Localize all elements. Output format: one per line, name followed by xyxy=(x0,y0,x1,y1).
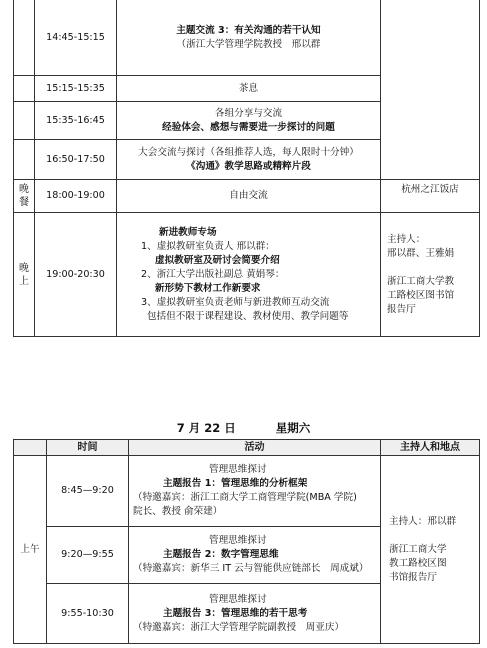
header-row xyxy=(14,440,480,456)
session-row xyxy=(14,456,480,527)
host-line xyxy=(387,261,477,275)
host-cell xyxy=(381,0,480,180)
place-cell: 杭州之江饭店 xyxy=(381,180,480,213)
agenda-item: 1、虚拟教研室负责人 邢以群： xyxy=(141,240,275,252)
afternoon-schedule-table xyxy=(13,0,480,337)
activity-line: 经验体会、感想与需要进一步探讨的问题 xyxy=(162,121,335,133)
time-cell: 14:45-15:15 xyxy=(35,0,117,76)
activity-cell xyxy=(129,456,381,527)
session-title: 主题报告 3：管理思维的若干思考 xyxy=(163,607,308,619)
host-line: 浙江工商大学教 xyxy=(387,275,455,287)
header-host: 主持人和地点 xyxy=(381,440,480,456)
session-title: 新进教师专场 xyxy=(159,226,217,238)
time-cell: 9:20—9:55 xyxy=(47,527,129,584)
period-cell xyxy=(14,102,35,140)
time-cell: 9:55-10:30 xyxy=(47,584,129,644)
session-category: 管理思维探讨 xyxy=(209,535,267,546)
agenda-subtitle: 新形势下教材工作新要求 xyxy=(155,282,261,294)
activity-cell xyxy=(117,102,381,140)
period-cell: 上午 xyxy=(14,456,47,644)
host-line: 教工路校区图 xyxy=(389,557,447,569)
time-cell: 8:45—9:20 xyxy=(47,456,129,527)
host-line xyxy=(389,529,477,543)
agenda-item: 2、浙江大学出版社副总 黄娟琴： xyxy=(141,268,285,280)
activity-cell xyxy=(117,213,381,337)
period-cell xyxy=(14,0,35,76)
header-time: 时间 xyxy=(47,440,129,456)
host-line: 主持人：邢以群 xyxy=(389,515,457,527)
period-cell: 晚餐 xyxy=(14,180,35,213)
host-line: 浙江工商大学 xyxy=(389,543,447,555)
guest-line: （特邀嘉宾：新华三 IT 云与智能供应链部长 周成斌） xyxy=(133,563,369,574)
activity-cell xyxy=(117,0,381,76)
activity-cell xyxy=(117,140,381,180)
agenda-note: 包括但不限于课程建设、教材使用、教学问题等 xyxy=(147,310,349,322)
period-cell: 晚上 xyxy=(14,213,35,337)
guest-line: （特邀嘉宾：浙江工商大学工商管理学院(MBA 学院) xyxy=(133,492,357,503)
time-cell: 15:15-15:35 xyxy=(35,76,117,102)
activity-line: 各组分享与交流 xyxy=(214,107,283,119)
host-cell xyxy=(381,456,480,644)
session-category: 管理思维探讨 xyxy=(209,464,267,475)
header-empty xyxy=(14,440,47,456)
activity-line: 大会交流与探讨（各组推荐人选，每人限时十分钟） xyxy=(138,146,359,158)
dinner-row xyxy=(14,180,480,213)
heading-gap xyxy=(236,421,276,435)
day-heading xyxy=(0,420,487,436)
host-line: 工路校区图书馆 xyxy=(387,289,455,301)
activity-cell xyxy=(129,584,381,644)
time-cell: 18:00-19:00 xyxy=(35,180,117,213)
guest-line: （特邀嘉宾：浙江大学管理学院副教授 周亚庆） xyxy=(133,621,345,633)
evening-row xyxy=(14,213,480,337)
activity-line: 《沟通》教学思路或精粹片段 xyxy=(186,160,311,172)
morning-schedule-table xyxy=(13,439,480,644)
day-weekday: 星期六 xyxy=(275,421,311,435)
time-cell: 15:35-16:45 xyxy=(35,102,117,140)
host-line: 书馆报告厅 xyxy=(389,571,437,583)
host-line: 报告厅 xyxy=(387,303,416,315)
period-cell xyxy=(14,140,35,180)
activity-cell xyxy=(129,527,381,584)
time-cell: 19:00-20:30 xyxy=(35,213,117,337)
period-cell xyxy=(14,76,35,102)
session-category: 管理思维探讨 xyxy=(209,593,267,605)
header-activity: 活动 xyxy=(129,440,381,456)
agenda-subtitle: 虚拟教研室及研讨会简要介绍 xyxy=(155,254,280,266)
session-title: 主题报告 2：数字管理思维 xyxy=(163,549,279,560)
time-cell: 16:50-17:50 xyxy=(35,140,117,180)
agenda-item: 3、虚拟教研室负责老师与新进教师互动交流 xyxy=(141,296,330,308)
schedule-row xyxy=(14,0,480,76)
host-cell xyxy=(381,213,480,337)
speaker-line: （浙江大学管理学院教授 邢以群 xyxy=(176,38,321,50)
host-line: 邢以群、王雅娟 xyxy=(387,247,455,259)
host-line: 主持人： xyxy=(387,233,426,245)
activity-cell: 自由交流 xyxy=(117,180,381,213)
session-title: 主题报告 1：管理思维的分析框架 xyxy=(163,478,308,489)
day-date: 7 月 22 日 xyxy=(176,421,236,435)
guest-line: 院长、教授 俞荣建） xyxy=(133,506,223,517)
topic-title: 主题交流 3：有关沟通的若干认知 xyxy=(176,24,321,36)
activity-cell: 茶息 xyxy=(117,76,381,102)
